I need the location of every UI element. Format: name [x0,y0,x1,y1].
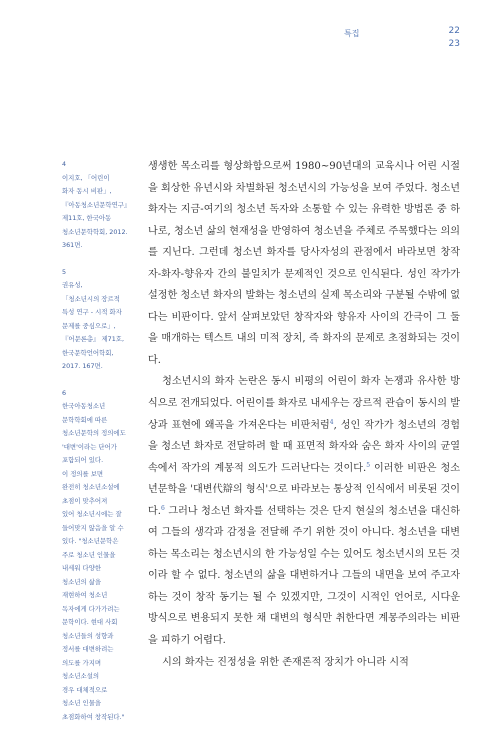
section-label: 특집 [344,29,360,38]
page-number-left: 22 [448,26,460,36]
footnote-text: 이지호, 「어린이 화자 동시 비판」, 『아동청소년문학연구』 제11호, 한국아동 청소년문학학회, 2012. 361면. [62,173,131,249]
paragraph-2-part-b: , 성인 작가가 청소년의 경험을 청소년 화자로 전달하려 할 때 표면적 화자와 숨은 화자 사이의 균열 속에서 작가의 계몽적 의도가 드러난다는 것이다. [148,419,460,474]
paragraph-2-part-c: 이러한 비판은 청소년문학을 '대변代辯의 형식'으로 바라보는 통상적 인식에서 비롯된 것이다. [148,462,460,517]
footnote-number: 6 [62,388,67,397]
footnote-ref-6[interactable]: 6 [160,504,165,512]
paragraph-3: 시의 화자는 진정성을 위한 존재론적 장치가 아니라 시적 [162,656,409,668]
body-text [148,156,460,673]
page-numbers [449,25,460,51]
footnote-ref-4[interactable]: 4 [329,418,334,426]
paragraph-2 [148,371,460,651]
footnote-6 [62,387,142,725]
paragraph-2-part-a: 청소년시의 화자 논란은 동시 비평의 어린이 화자 논쟁과 유사한 방식으로 전개되었다. 어린이를 화자로 내세우는 장르적 관습이 동시의 발상과 표현에 왜곡을 가져온다는 비판처럼 [148,376,460,431]
footnote-number: 4 [62,160,67,168]
paragraph-1: 생생한 목소리를 형상화함으로써 1980~90년대의 교육시나 어린 시절을 회상한 유년시와 차별화된 청소년시의 가능성을 보여 주었다. 청소년 화자는 지금-여기의 청소년 독자와 소통할 수 있는 유력한 방법론 중 하나로, 청소년 삶의 현재성을 반영하여 청소년을 주체로 주목했다는 의의를 지닌다. 그런데 청소년 화자를 당사자성의 관점에서 바라보면 창작자-화자-향유자 간의 불일치가 문제적인 것으로 인식된다. 성인 작가가 설정한 청소년 화자의 발화는 청소년의 실제 목소리와 구분될 수밖에 없다는 비판이다. 앞서 살펴보았던 창작자와 향유자 사이의 간극이 그 둘을 매개하는 텍스트 내의 미적 장치, 즉 화자의 문제로 초점화되는 것이다. [148,161,460,366]
paragraph-2-part-d: 그러나 청소년 화자를 선택하는 것은 단지 현실의 청소년을 대신하여 그들의 생각과 감정을 전달해 주기 위한 것이 아니다. 청소년을 대변하는 목소리는 청소년시의 한 가능성일 수는 있어도 청소년시의 모든 것이라 할 수 없다. 청소년의 삶을 대변하거나 그들의 내면을 보여 주고자 하는 것이 창작 동기는 될 수 있겠지만, 그것이 시적인 언어로, 시다운 방식으로 변용되지 못한 채 대변의 형식만 취한다면 계몽주의라는 비판을 피하기 어렵다. [148,505,460,647]
footnote-ref-5[interactable]: 5 [366,461,371,469]
footnote-number: 5 [62,267,67,276]
footnotes-column [62,158,142,737]
page-number-right: 23 [448,39,460,49]
footnote-5 [62,266,142,374]
footnote-text: 권유성, 「청소년시의 장르적 특성 연구 - 시적 화자 문제를 중심으로」, 『어문론총』 제71호, 한국문학언어학회, 2017. 167면. [62,281,125,370]
footnote-text: 한국아동청소년 문학학회에 따른 청소년문학의 정의에도 '대변'이라는 단어가 포함되어 있다. 이 정의를 보면 완전히 청소년소설에 초점이 맞추어져 있어 청소년시에는 잘 들어맞지 않음을 알 수 있다. "청소년문학은 주로 청소년 인물을 내세워 다양한 청소년의 삶을 재현하여 청소년 독자에게 다가가려는 문학이다. 현대 사회 청소년들의 성향과 정서를 대변하려는 의도를 가지며 청소년소설의 경우 대체적으로 청소년 인물을 초점화하여 창작된다." [62,402,126,721]
footnote-4 [62,158,142,253]
